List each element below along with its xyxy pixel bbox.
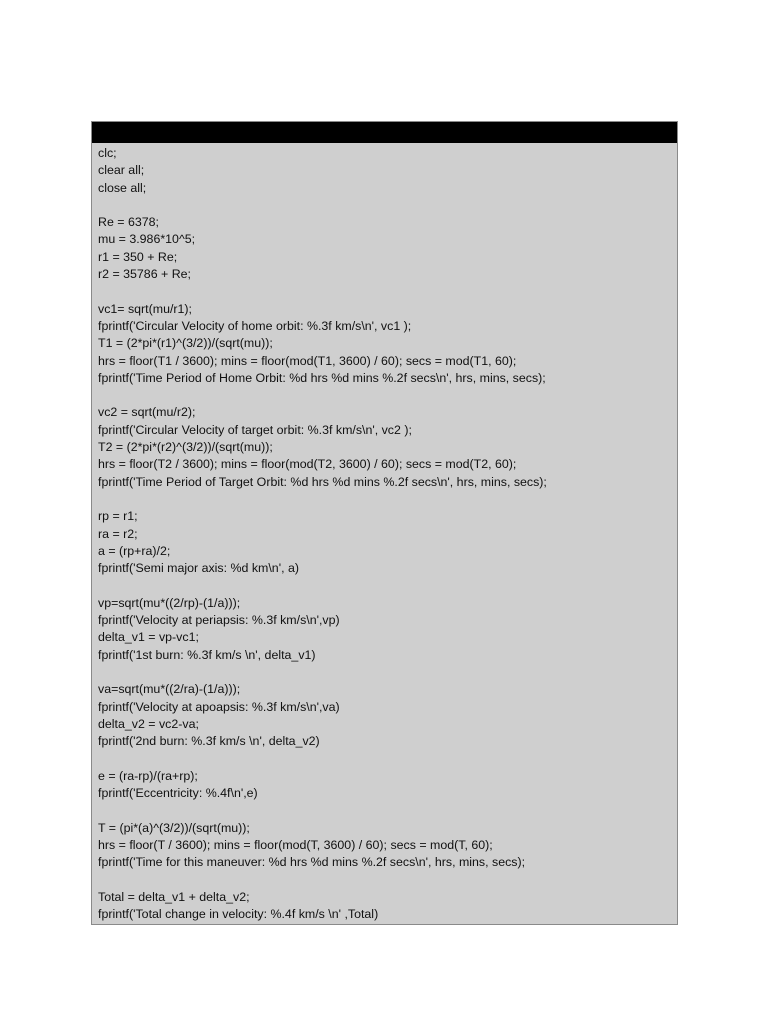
code-line: fprintf('Total change in velocity: %.4f km/s \n' ,Total) (98, 907, 379, 922)
code-line (98, 387, 673, 404)
code-line (98, 197, 673, 214)
code-line: fprintf('Velocity at periapsis: %.3f km/s\n',vp) (98, 613, 340, 628)
code-line: rp = r1; (98, 509, 138, 524)
code-line: delta_v1 = vp-vc1; (98, 630, 199, 645)
code-line: T1 = (2*pi*(r1)^(3/2))/(sqrt(mu)); (98, 336, 273, 351)
code-line: clc; (98, 146, 117, 160)
code-line (98, 664, 673, 681)
code-line: a = (rp+ra)/2; (98, 543, 171, 558)
code-line: r1 = 350 + Re; (98, 249, 178, 264)
code-line: fprintf('Time for this maneuver: %d hrs %d mins %.2f secs\n', hrs, mins, secs); (98, 855, 526, 870)
code-line (98, 750, 673, 767)
code-line: vp=sqrt(mu*((2/rp)-(1/a))); (98, 595, 241, 610)
code-line: vc1= sqrt(mu/r1); (98, 301, 192, 316)
code-line (98, 491, 673, 508)
code-line (98, 871, 673, 888)
code-line: hrs = floor(T1 / 3600); mins = floor(mod(T1, 3600) / 60); secs = mod(T1, 60); (98, 353, 517, 368)
code-line: fprintf('Circular Velocity of target orbit: %.3f km/s\n', vc2 ); (98, 422, 412, 437)
code-line: vc2 = sqrt(mu/r2); (98, 405, 196, 420)
code-line: close all; (98, 180, 147, 195)
code-line: hrs = floor(T / 3600); mins = floor(mod(T, 3600) / 60); secs = mod(T, 60); (98, 837, 493, 852)
code-line: Re = 6378; (98, 215, 159, 230)
code-lines (98, 145, 673, 923)
code-line: fprintf('1st burn: %.3f km/s \n', delta_v1) (98, 647, 316, 662)
code-line: hrs = floor(T2 / 3600); mins = floor(mod(T2, 3600) / 60); secs = mod(T2, 60); (98, 457, 517, 472)
code-line: mu = 3.986*10^5; (98, 232, 196, 247)
code-header-bar (92, 122, 677, 143)
code-line: fprintf('Time Period of Target Orbit: %d hrs %d mins %.2f secs\n', hrs, mins, secs); (98, 474, 547, 489)
code-line (98, 802, 673, 819)
code-line: ra = r2; (98, 526, 138, 541)
code-line: T2 = (2*pi*(r2)^(3/2))/(sqrt(mu)); (98, 440, 273, 455)
code-line: Total = delta_v1 + delta_v2; (98, 889, 250, 904)
code-line: va=sqrt(mu*((2/ra)-(1/a))); (98, 682, 241, 697)
code-line: r2 = 35786 + Re; (98, 267, 191, 282)
code-line: fprintf('Semi major axis: %d km\n', a) (98, 561, 299, 576)
code-line: delta_v2 = vc2-va; (98, 716, 199, 731)
code-line (98, 577, 673, 594)
code-line: e = (ra-rp)/(ra+rp); (98, 768, 198, 783)
code-line: T = (pi*(a)^(3/2))/(sqrt(mu)); (98, 820, 250, 835)
code-line: fprintf('Circular Velocity of home orbit: %.3f km/s\n', vc1 ); (98, 318, 412, 333)
code-block (91, 121, 678, 925)
code-line (98, 283, 673, 300)
code-line: fprintf('2nd burn: %.3f km/s \n', delta_v2) (98, 734, 320, 749)
code-line: fprintf('Velocity at apoapsis: %.3f km/s\n',va) (98, 699, 340, 714)
code-line: clear all; (98, 163, 145, 178)
code-line: fprintf('Eccentricity: %.4f\n',e) (98, 785, 258, 800)
code-line: fprintf('Time Period of Home Orbit: %d hrs %d mins %.2f secs\n', hrs, mins, secs); (98, 370, 546, 385)
